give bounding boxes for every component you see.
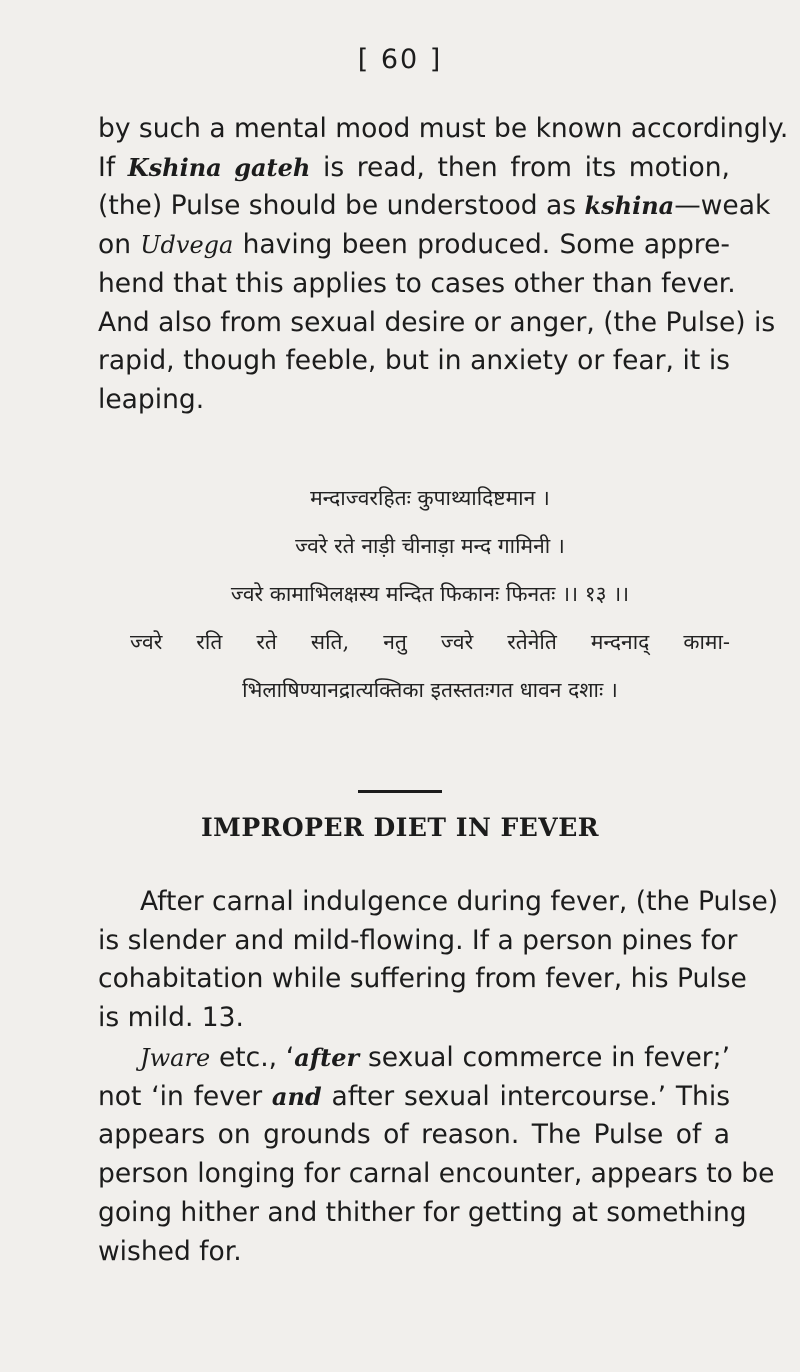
text-line: (the) Pulse should be understood as kshina—weak (98, 190, 771, 222)
page-number: [ 60 ] (357, 44, 443, 75)
italic-term: Kshina gateh (127, 152, 311, 182)
text-line: on Udvega having been produced. Some appre- (98, 229, 730, 261)
text-line: appears on grounds of reason. The Pulse of a (98, 1119, 730, 1151)
italic-term: after (294, 1043, 360, 1072)
text-line: hend that this applies to cases other than fever. (98, 267, 736, 299)
sanskrit-line: ज्वरे रति रते सति, नतु ज्वरे रतेनेति मन्दनाद् कामा- (130, 630, 730, 654)
text-line: leaping. (98, 383, 205, 415)
italic-term: kshina (584, 191, 675, 221)
text-line: person longing for carnal encounter, appears to be (98, 1158, 775, 1190)
sanskrit-line: ज्वरे कामाभिलक्षस्य मन्दित फिकानः फिनतः ।। १३ ।। (230, 582, 630, 606)
text-line: Jware etc., ‘after sexual commerce in fever;’ (140, 1042, 731, 1073)
sanskrit-line: ज्वरे रते नाड़ी चीनाड़ा मन्द गामिनी । (295, 534, 565, 558)
text-line: rapid, though feeble, but in anxiety or fear, it is (98, 345, 730, 377)
section-divider (358, 790, 442, 793)
text-line: And also from sexual desire or anger, (the Pulse) is (98, 306, 776, 338)
text-line: is slender and mild-flowing. If a person pines for (98, 924, 738, 956)
paragraph-commentary-1 (98, 110, 789, 420)
sanskrit-line: भिलाषिण्यानद्रात्यक्तिका इतस्ततःगत धावन दशाः । (242, 678, 618, 702)
italic-term: Udvega (140, 231, 234, 260)
text-line: by such a mental mood must be known accordingly. (98, 113, 789, 144)
text-line: wished for. (98, 1235, 242, 1267)
text-line: not ‘in fever and after sexual intercourse.’ This (98, 1080, 731, 1112)
italic-term: and (271, 1081, 322, 1111)
sanskrit-verse-block (130, 474, 730, 714)
text-line: After carnal indulgence during fever, (the Pulse) (140, 886, 779, 917)
sanskrit-line: मन्दाज्वरहितः कुपाथ्यादिष्टमान । (310, 486, 550, 510)
text-line: If Kshina gateh is read, then from its motion, (98, 151, 730, 183)
text-line: is mild. 13. (98, 1002, 244, 1034)
italic-term: Jware (140, 1044, 211, 1072)
text-line: cohabitation while suffering from fever, his Pulse (98, 963, 747, 995)
text-line: going hither and thither for getting at something (98, 1196, 747, 1228)
paragraph-translation (98, 883, 779, 1038)
section-heading: IMPROPER DIET IN FEVER (200, 813, 600, 842)
paragraph-commentary-2 (98, 1039, 775, 1271)
